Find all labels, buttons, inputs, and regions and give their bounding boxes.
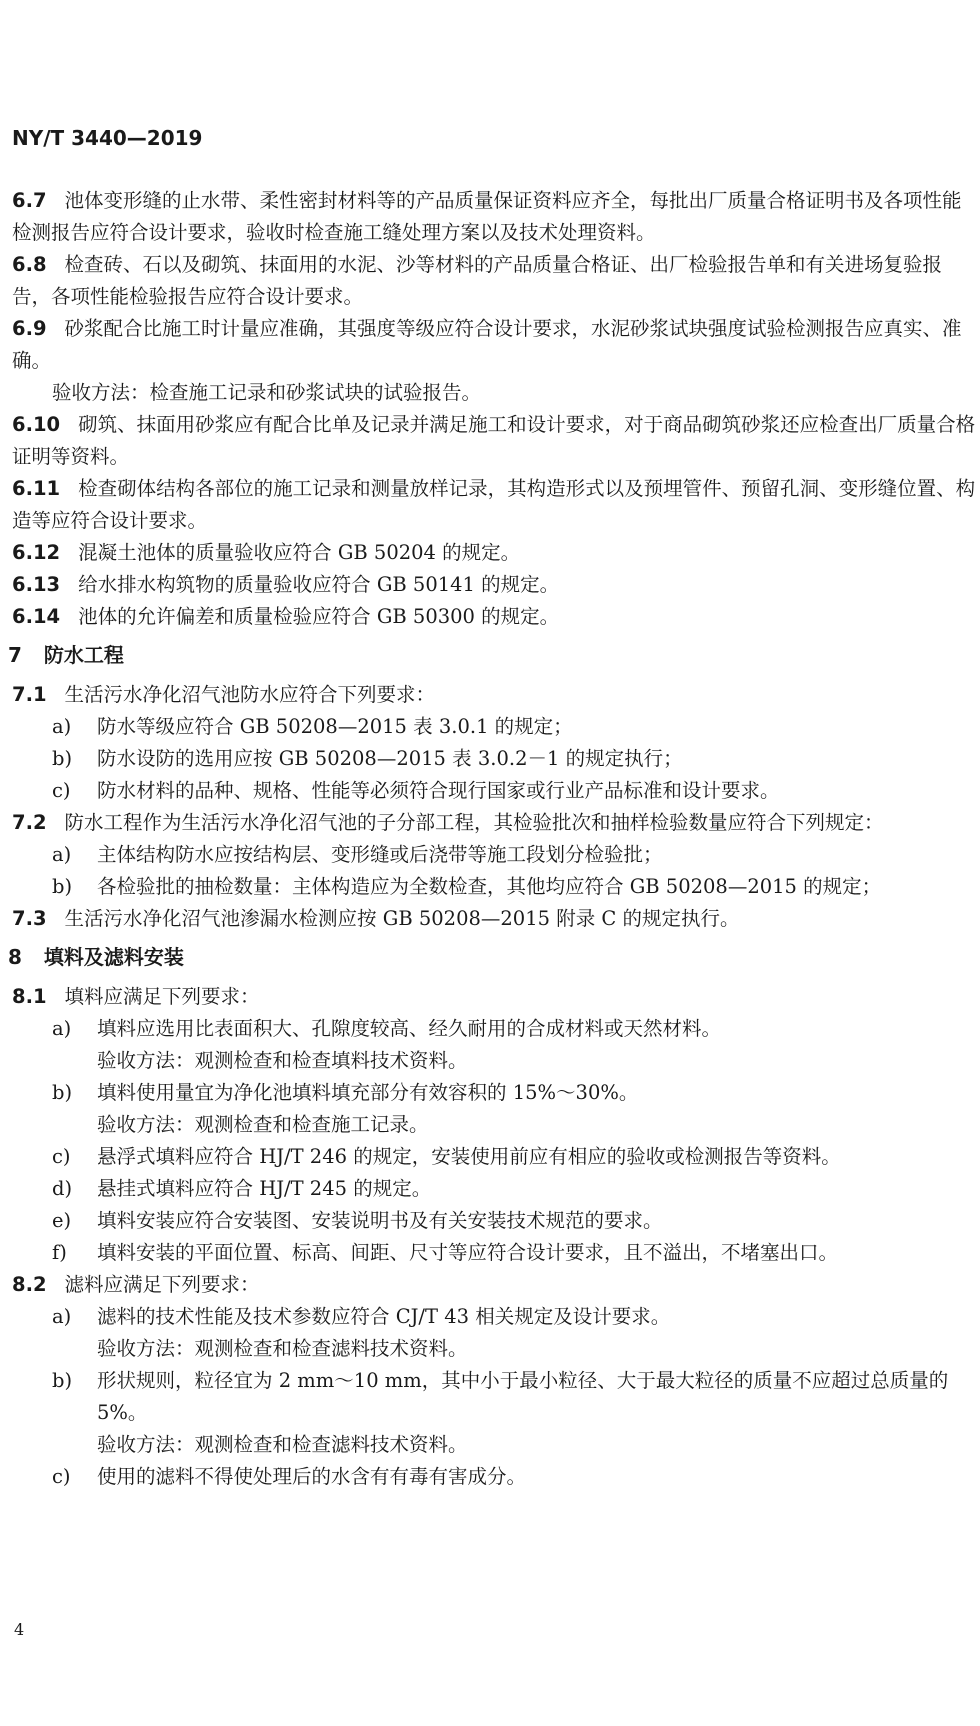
list-text: 各检验批的抽检数量：主体构造应为全数检查，其他均应符合 GB 50208—2015 的规定；: [97, 875, 882, 898]
section-number: 7: [8, 643, 22, 667]
acceptance-method: 验收方法：观测检查和检查滤料技术资料。: [97, 1337, 468, 1360]
section-number: 8: [8, 945, 22, 969]
clause-number: 7.1: [12, 683, 47, 706]
clause-text: 给水排水构筑物的质量验收应符合 GB 50141 的规定。: [78, 573, 560, 596]
clause-number: 6.10: [12, 413, 61, 436]
clause-text: 检查砌体结构各部位的施工记录和测量放样记录，其构造形式以及预埋管件、预留孔洞、变形缝位置、构造等应符合设计要求。: [12, 477, 976, 532]
section-8-heading: [0, 941, 980, 973]
list-text: 防水等级应符合 GB 50208—2015 表 3.0.1 的规定；: [97, 715, 573, 738]
list-item: [0, 1301, 980, 1333]
list-text: 形状规则，粒径宜为 2 mm～10 mm，其中小于最小粒径、大于最大粒径的质量不应超过总质量的 5%。: [97, 1369, 949, 1424]
list-label: c): [52, 1145, 71, 1168]
list-text: 填料安装的平面位置、标高、间距、尺寸等应符合设计要求，且不溢出，不堵塞出口。: [97, 1241, 839, 1264]
list-text: 悬挂式填料应符合 HJ/T 245 的规定。: [97, 1177, 432, 1200]
list-item: [0, 1365, 980, 1429]
clause-number: 6.11: [12, 477, 61, 500]
list-item: [0, 743, 980, 775]
document-header: NY/T 3440—2019: [12, 126, 203, 150]
list-item: [0, 1141, 980, 1173]
clause-6-13: [0, 569, 980, 601]
clause-text: 填料应满足下列要求：: [64, 985, 260, 1008]
list-text: 使用的滤料不得使处理后的水含有有毒有害成分。: [97, 1465, 527, 1488]
clause-7-1: [0, 679, 980, 711]
clause-8-2: [0, 1269, 980, 1301]
list-item: [0, 1205, 980, 1237]
list-item: [0, 775, 980, 807]
list-label: a): [52, 1017, 72, 1040]
list-label: c): [52, 1465, 71, 1488]
list-label: b): [52, 747, 73, 770]
list-label: a): [52, 1305, 72, 1328]
list-label: f): [52, 1241, 67, 1264]
list-item: [0, 1237, 980, 1269]
clause-text: 池体变形缝的止水带、柔性密封材料等的产品质量保证资料应齐全，每批出厂质量合格证明书及各项性能检测报告应符合设计要求，验收时检查施工缝处理方案以及技术处理资料。: [12, 189, 962, 244]
clause-8-1: [0, 981, 980, 1013]
clause-6-14: [0, 601, 980, 633]
list-label: b): [52, 875, 73, 898]
section-title: 防水工程: [43, 643, 124, 667]
clause-number: 7.2: [12, 811, 47, 834]
list-label: e): [52, 1209, 72, 1232]
document-body: [0, 185, 980, 1493]
list-item: [0, 871, 980, 903]
list-label: b): [52, 1081, 73, 1104]
clause-text: 滤料应满足下列要求：: [64, 1273, 260, 1296]
page-number: 4: [14, 1620, 25, 1639]
list-text: 填料使用量宜为净化池填料填充部分有效容积的 15%～30%。: [97, 1081, 639, 1104]
list-label: a): [52, 715, 72, 738]
list-label: d): [52, 1177, 73, 1200]
clause-6-12: [0, 537, 980, 569]
list-item: [0, 1461, 980, 1493]
clause-number: 6.13: [12, 573, 61, 596]
clause-number: 6.14: [12, 605, 61, 628]
list-label: a): [52, 843, 72, 866]
list-text: 防水材料的品种、规格、性能等必须符合现行国家或行业产品标准和设计要求。: [97, 779, 780, 802]
clause-text: 池体的允许偏差和质量检验应符合 GB 50300 的规定。: [78, 605, 560, 628]
clause-6-11: [0, 473, 980, 537]
clause-text: 防水工程作为生活污水净化沼气池的子分部工程，其检验批次和抽样检验数量应符合下列规定：: [64, 811, 884, 834]
list-text: 悬浮式填料应符合 HJ/T 246 的规定，安装使用前应有相应的验收或检测报告等资料。: [97, 1145, 841, 1168]
clause-6-8: [0, 249, 980, 313]
acceptance-method: 验收方法：观测检查和检查滤料技术资料。: [97, 1433, 468, 1456]
clause-text: 砂浆配合比施工时计量应准确，其强度等级应符合设计要求，水泥砂浆试块强度试验检测报告应真实、准确。: [12, 317, 962, 372]
acceptance-method: 验收方法：观测检查和检查填料技术资料。: [97, 1049, 468, 1072]
clause-number: 6.9: [12, 317, 47, 340]
list-item: [0, 1173, 980, 1205]
list-text: 滤料的技术性能及技术参数应符合 CJ/T 43 相关规定及设计要求。: [97, 1305, 671, 1328]
list-text: 防水设防的选用应按 GB 50208—2015 表 3.0.2－1 的规定执行；: [97, 747, 683, 770]
list-label: b): [52, 1369, 73, 1392]
clause-6-10: [0, 409, 980, 473]
section-7-heading: [0, 639, 980, 671]
acceptance-method: 验收方法：观测检查和检查施工记录。: [97, 1113, 429, 1136]
clause-number: 6.7: [12, 189, 47, 212]
list-text: 主体结构防水应按结构层、变形缝或后浇带等施工段划分检验批；: [97, 843, 663, 866]
clause-text: 生活污水净化沼气池防水应符合下列要求：: [64, 683, 436, 706]
clause-7-3: [0, 903, 980, 935]
section-title: 填料及滤料安装: [43, 945, 184, 969]
list-item: [0, 711, 980, 743]
list-text: 填料应选用比表面积大、孔隙度较高、经久耐用的合成材料或天然材料。: [97, 1017, 722, 1040]
clause-text: 生活污水净化沼气池渗漏水检测应按 GB 50208—2015 附录 C 的规定执行。: [64, 907, 740, 930]
clause-text: 检查砖、石以及砌筑、抹面用的水泥、沙等材料的产品质量合格证、出厂检验报告单和有关进场复验报告，各项性能检验报告应符合设计要求。: [12, 253, 943, 308]
clause-6-9: [0, 313, 980, 377]
clause-number: 6.8: [12, 253, 47, 276]
clause-number: 8.2: [12, 1273, 47, 1296]
clause-number: 7.3: [12, 907, 47, 930]
clause-number: 8.1: [12, 985, 47, 1008]
list-label: c): [52, 779, 71, 802]
list-item: [0, 839, 980, 871]
clause-number: 6.12: [12, 541, 61, 564]
list-item: [0, 1077, 980, 1109]
clause-6-7: [0, 185, 980, 249]
clause-text: 砌筑、抹面用砂浆应有配合比单及记录并满足施工和设计要求，对于商品砌筑砂浆还应检查出厂质量合格证明等资料。: [12, 413, 976, 468]
clause-text: 混凝土池体的质量验收应符合 GB 50204 的规定。: [78, 541, 521, 564]
list-item: [0, 1013, 980, 1045]
list-text: 填料安装应符合安装图、安装说明书及有关安装技术规范的要求。: [97, 1209, 663, 1232]
clause-7-2: [0, 807, 980, 839]
acceptance-method-6-9: 验收方法：检查施工记录和砂浆试块的试验报告。: [52, 381, 482, 404]
